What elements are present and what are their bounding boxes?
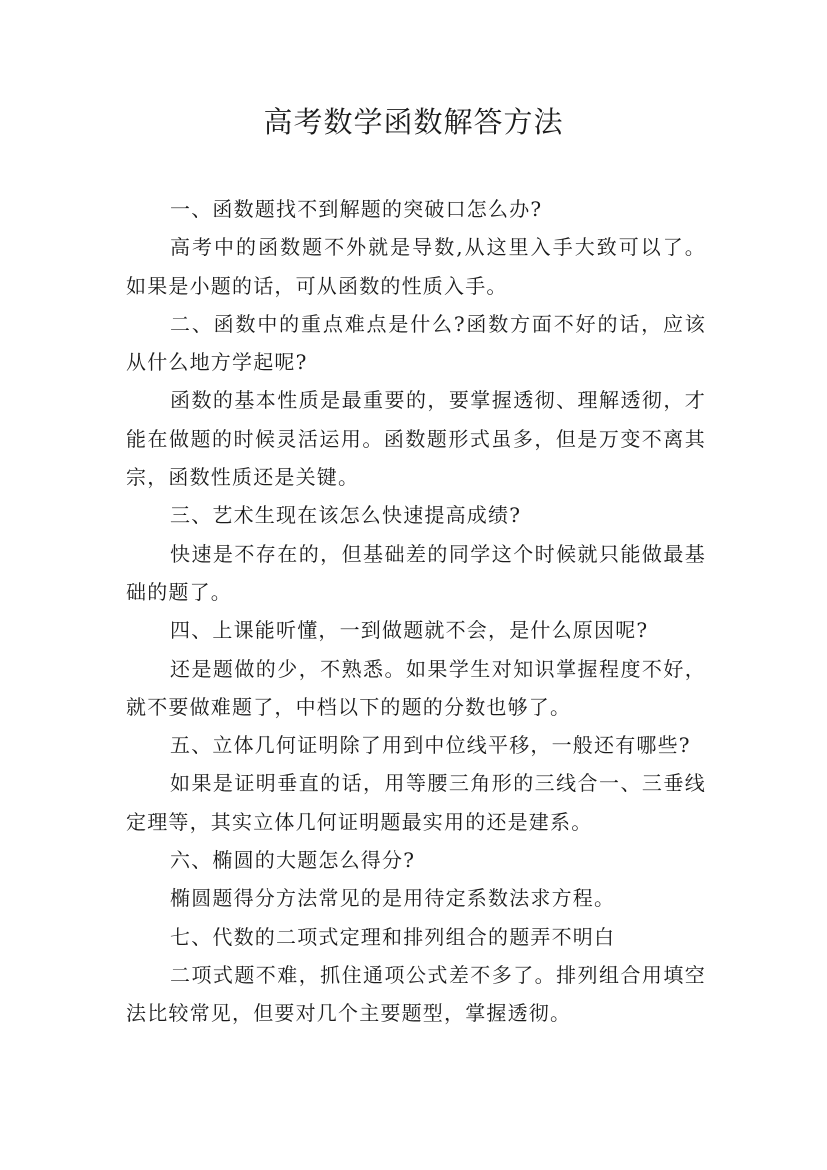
paragraph-8: 还是题做的少，不熟悉。如果学生对知识掌握程度不好，就不要做难题了，中档以下的题的分数也够了。 <box>126 656 706 719</box>
paragraph-1: 一、函数题找不到解题的突破口怎么办? <box>170 197 543 221</box>
paragraph-9: 五、立体几何证明除了用到中位线平移，一般还有哪些? <box>170 733 691 758</box>
paragraph-7: 四、上课能听懂，一到做题就不会，是什么原因呢? <box>170 618 649 643</box>
paragraph-4: 函数的基本性质是最重要的，要掌握透彻、理解透彻，才能在做题的时候灵活运用。函数题形式虽多，但是万变不离其宗，函数性质还是关键。 <box>126 388 706 490</box>
paragraph-3: 二、函数中的重点难点是什么?函数方面不好的话，应该从什么地方学起呢? <box>126 311 706 375</box>
paragraph-6: 快速是不存在的，但基础差的同学这个时候就只能做最基础的题了。 <box>126 541 706 604</box>
paragraph-11: 六、椭圆的大题怎么得分? <box>170 848 416 873</box>
document-body <box>126 190 706 1033</box>
paragraph-10: 如果是证明垂直的话，用等腰三角形的三线合一、三垂线定理等，其实立体几何证明题最实用的还是建系。 <box>126 771 706 834</box>
paragraph-2: 高考中的函数题不外就是导数,从这里入手大致可以了。如果是小题的话，可从函数的性质入手。 <box>126 235 706 298</box>
paragraph-5: 三、艺术生现在该怎么快速提高成绩? <box>170 503 522 528</box>
paragraph-14: 二项式题不难，抓住通项公式差不多了。排列组合用填空法比较常见，但要对几个主要题型，掌握透彻。 <box>126 962 706 1026</box>
document-title: 高考数学函数解答方法 <box>263 105 564 139</box>
paragraph-13: 七、代数的二项式定理和排列组合的题弄不明白 <box>170 924 616 949</box>
paragraph-12: 椭圆题得分方法常见的是用待定系数法求方程。 <box>170 886 616 911</box>
